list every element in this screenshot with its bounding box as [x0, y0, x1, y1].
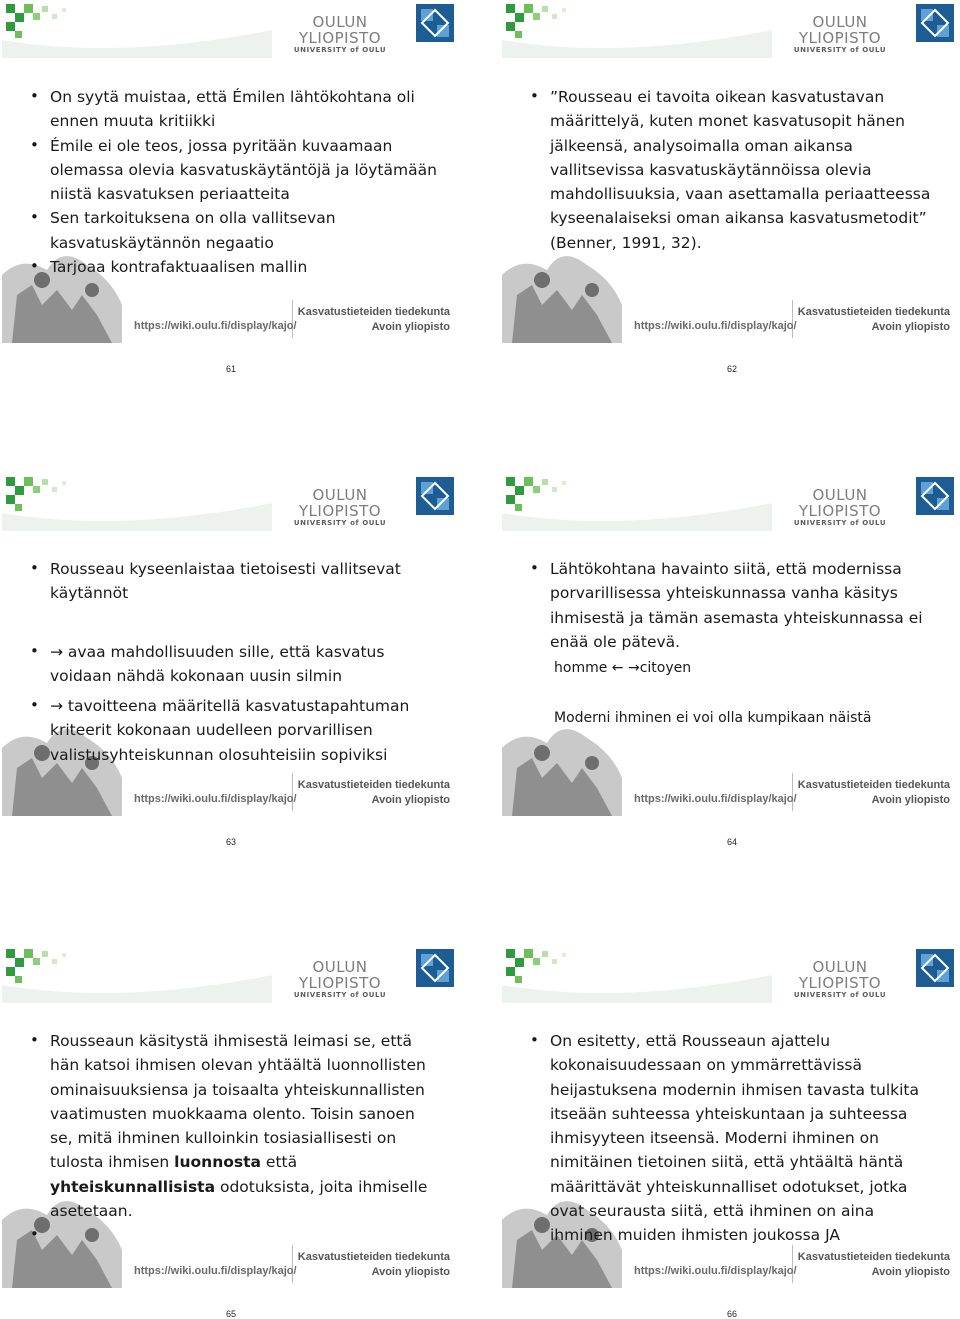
university-wordmark: [270, 14, 410, 55]
right-arrow-icon: →: [50, 697, 63, 716]
page-number: 63: [226, 837, 237, 847]
slide-65: [2, 945, 458, 1288]
slide-header: [502, 0, 958, 58]
footer-divider: [292, 773, 293, 811]
footer-divider: [792, 773, 793, 811]
slide-header: [2, 945, 458, 1003]
bullet-text: avaa mahdollisuuden sille, että kasvatus voidaan nähdä kokonaan uusin silmin: [50, 642, 385, 685]
slide-header: [2, 0, 458, 58]
university-mosaic-logo-icon: [2, 473, 272, 531]
slide-content: [528, 85, 940, 255]
bold-term-luonnosta: luonnosta: [174, 1153, 261, 1172]
university-wordmark: [770, 487, 910, 528]
modern-human-line: Moderni ihminen ei voi olla kumpikaan näistä: [554, 710, 872, 727]
bullet-item: [28, 1029, 440, 1223]
bullet-text: tavoitteena määritellä kasvatustapahtuman kriteerit kokonaan uudelleen porvarillisen valistusyhteiskunnan olosuhteisiin sopiviksi: [50, 697, 410, 764]
page-number: 64: [727, 837, 738, 847]
university-subname: UNIVERSITY of OULU: [293, 991, 387, 999]
unit-name: Avoin yliopisto: [371, 794, 450, 806]
slide-content: [28, 1029, 440, 1247]
university-name: OULUN YLIOPISTO: [298, 958, 382, 992]
university-wordmark: [770, 959, 910, 1000]
bullet-item: • Tarjoaa kontrafaktuaalisen mallin: [28, 255, 440, 279]
footer-faculty: [298, 1250, 450, 1280]
footer-divider: [292, 1245, 293, 1283]
university-emblem-icon: [416, 4, 454, 42]
university-name: OULUN YLIOPISTO: [298, 486, 382, 520]
slide-content: [528, 557, 940, 731]
slide-63: [2, 473, 458, 816]
slide-62: [502, 0, 958, 343]
unit-name: Avoin yliopisto: [871, 794, 950, 806]
page-number: 62: [727, 364, 738, 374]
slide-content: [28, 85, 440, 279]
text-part: Rousseaun käsitystä ihmisestä leimasi se, että hän katsoi ihmisen olevan yhtäältä luonnollisten ominaisuuksiensa ja toisaalta yhteiskunnallisten vaatimusten muokkaama olento. Toisin sanoen se, mitä ihminen kulloinkin tosiasiallisesti on tulosta ihmisen: [50, 1032, 426, 1172]
university-name: OULUN YLIOPISTO: [798, 958, 882, 992]
slide-header: [502, 945, 958, 1003]
footer-faculty: [298, 778, 450, 808]
university-subname: UNIVERSITY of OULU: [293, 46, 387, 54]
footer-url-link[interactable]: https://wiki.oulu.fi/display/kajo/: [634, 320, 797, 332]
university-name: OULUN YLIOPISTO: [798, 486, 882, 520]
footer-url-link[interactable]: https://wiki.oulu.fi/display/kajo/: [134, 793, 297, 805]
university-mosaic-logo-icon: [2, 0, 272, 58]
university-name: OULUN YLIOPISTO: [798, 13, 882, 47]
footer-url-link[interactable]: https://wiki.oulu.fi/display/kajo/: [634, 793, 797, 805]
footer-url-link[interactable]: https://wiki.oulu.fi/display/kajo/: [634, 1265, 797, 1277]
footer-faculty: [798, 778, 950, 808]
footer-url-link[interactable]: https://wiki.oulu.fi/display/kajo/: [134, 320, 297, 332]
page-number: 66: [727, 1309, 738, 1319]
footer-divider: [792, 300, 793, 338]
university-emblem-icon: [416, 477, 454, 515]
university-emblem-icon: [916, 949, 954, 987]
unit-name: Avoin yliopisto: [371, 1266, 450, 1278]
university-emblem-icon: [916, 4, 954, 42]
right-arrow-icon: →: [50, 642, 63, 661]
footer-faculty: [798, 1250, 950, 1280]
faculty-name: Kasvatustieteiden tiedekunta: [297, 1251, 450, 1263]
university-name: OULUN YLIOPISTO: [298, 13, 382, 47]
faculty-name: Kasvatustieteiden tiedekunta: [797, 1251, 950, 1263]
empty-bullet: [28, 1223, 440, 1247]
university-emblem-icon: [416, 949, 454, 987]
slide-66: [502, 945, 958, 1288]
footer-divider: [792, 1245, 793, 1283]
homme-citoyen-line: [528, 656, 940, 680]
slide-content: [528, 1029, 940, 1248]
faculty-name: Kasvatustieteiden tiedekunta: [797, 306, 950, 318]
university-mosaic-logo-icon: [2, 945, 272, 1003]
citoyen-label: citoyen: [639, 660, 692, 677]
university-wordmark: [770, 14, 910, 55]
university-wordmark: [270, 959, 410, 1000]
homme-label: homme: [554, 660, 612, 677]
university-mosaic-logo-icon: [502, 0, 772, 58]
bullet-item: • Émile ei ole teos, jossa pyritään kuvaamaan olemassa olevia kasvatuskäytäntöjä ja löytämään niistä kasvatuksen periaatteita: [28, 134, 440, 207]
faculty-name: Kasvatustieteiden tiedekunta: [297, 306, 450, 318]
bold-term-yhteiskunnallisista: yhteiskunnallisista: [50, 1177, 216, 1196]
bullet-item: • On esitetty, että Rousseaun ajattelu kokonaisuudessaan on ymmärrettävissä heijastuksena modernin ihmisen tavasta tulkita itseään suhteessa yhteiskuntaan ja suhteessa ihmisyyteen itseensä. Moderni ihminen on nimitäinen tietoinen siitä, että yhtäältä häntä määrittävät yhteiskunnalliset odotukset, jotka ovat seurausta siitä, että ihminen on aina ihminen muiden ihmisten joukossa JA: [528, 1029, 940, 1248]
university-subname: UNIVERSITY of OULU: [793, 519, 887, 527]
slide-header: [2, 473, 458, 531]
slide-header: [502, 473, 958, 531]
footer-divider: [292, 300, 293, 338]
bullet-item: • Rousseau kyseenlaistaa tietoisesti vallitsevat käytännöt: [28, 557, 440, 606]
university-subname: UNIVERSITY of OULU: [793, 991, 887, 999]
bullet-item: [28, 694, 440, 767]
slide-61: [2, 0, 458, 343]
slide-64: [502, 473, 958, 816]
bullet-item: • Lähtökohtana havainto siitä, että modernissa porvarillisessa yhteiskunnassa vanha käsitys ihmisestä ja tämän asemasta yhteiskunnassa ei enää ole pätevä.: [528, 557, 940, 654]
university-mosaic-logo-icon: [502, 473, 772, 531]
page-number: 61: [226, 364, 237, 374]
bullet-item: • On syytä muistaa, että Émilen lähtökohtana oli ennen muuta kritiikki: [28, 85, 440, 134]
faculty-name: Kasvatustieteiden tiedekunta: [297, 779, 450, 791]
footer-url-link[interactable]: https://wiki.oulu.fi/display/kajo/: [134, 1265, 297, 1277]
university-mosaic-logo-icon: [502, 945, 772, 1003]
bullet-item: • Sen tarkoituksena on olla vallitsevan kasvatuskäytännön negaatio: [28, 206, 440, 255]
faculty-name: Kasvatustieteiden tiedekunta: [797, 779, 950, 791]
unit-name: Avoin yliopisto: [371, 321, 450, 333]
quote-text: • ”Rousseau ei tavoita oikean kasvatustavan määrittelyä, kuten monet kasvatusopit hänen jälkeensä, analysoimalla oman aikansa vallitsevissa kasvatuskäytännöissa olevia mahdollisuuksia, vaan asettamalla periaatteessa kyseenalaiseksi oman aikansa kasvatusmetodit” (Benner, 1991, 32).: [528, 85, 940, 255]
slide-content: [28, 557, 440, 767]
footer-faculty: [298, 305, 450, 335]
text-part: odotuksista, joita ihmiselle asetetaan.: [50, 1177, 428, 1221]
unit-name: Avoin yliopisto: [871, 321, 950, 333]
bullet-item: [28, 640, 440, 689]
university-subname: UNIVERSITY of OULU: [293, 519, 387, 527]
text-part: että: [260, 1153, 298, 1172]
university-emblem-icon: [916, 477, 954, 515]
university-wordmark: [270, 487, 410, 528]
page-number: 65: [226, 1309, 237, 1319]
footer-faculty: [798, 305, 950, 335]
unit-name: Avoin yliopisto: [871, 1266, 950, 1278]
bidirectional-arrow-icon: ← →: [611, 660, 640, 677]
university-subname: UNIVERSITY of OULU: [793, 46, 887, 54]
